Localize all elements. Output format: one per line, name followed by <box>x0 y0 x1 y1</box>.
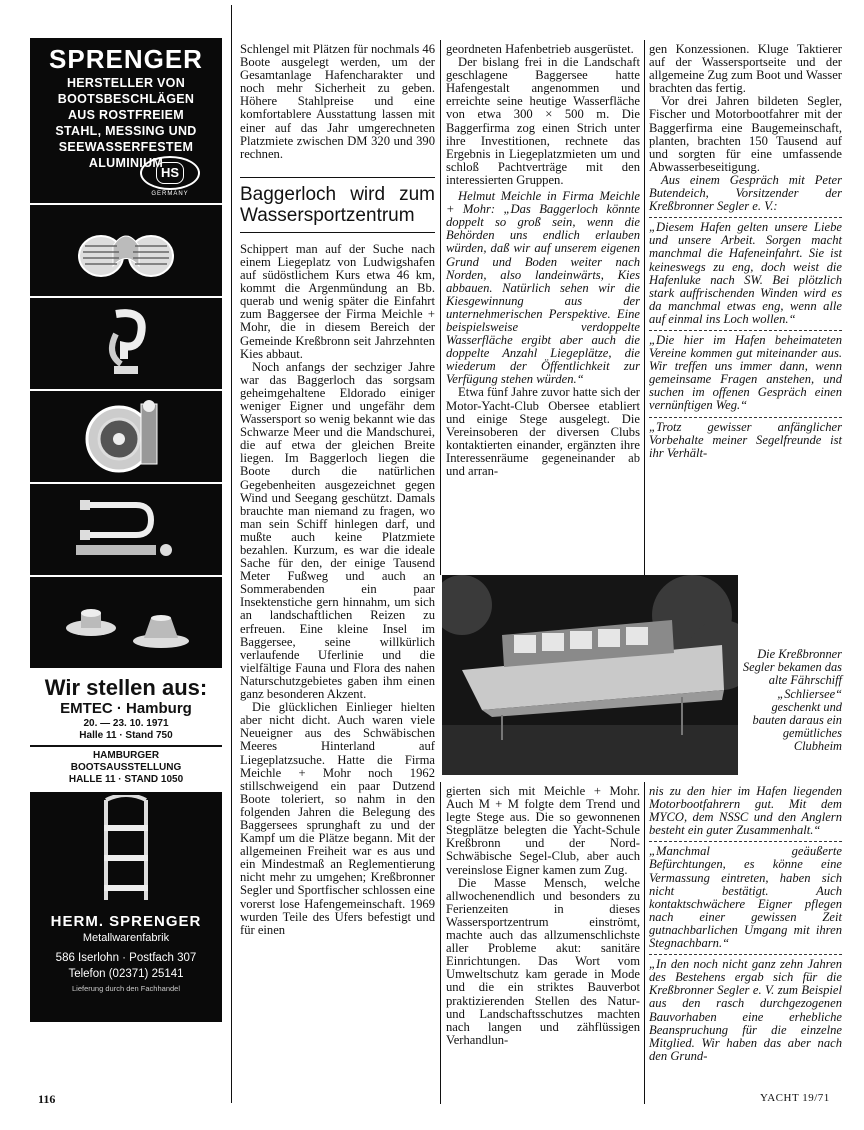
exhibition-heading: Wir stellen aus: <box>44 675 208 700</box>
sprenger-advertisement <box>30 38 222 1108</box>
product-panels <box>30 205 222 670</box>
hs-logo-sub: GERMANY <box>151 191 189 197</box>
cleat-product-image <box>30 205 222 298</box>
ad-footer-block <box>30 792 222 1022</box>
winch-icon <box>71 394 181 479</box>
boat-show-line: HAMBURGER <box>92 750 160 761</box>
ad-tagline-line: SEEWASSERFESTEM <box>58 140 194 154</box>
column-rule <box>644 782 645 1104</box>
boat-show-line: HALLE 11 · STAND 1050 <box>68 774 184 785</box>
article-headline: Baggerloch wird zum Wassersportzentrum <box>240 177 435 233</box>
exhibition-hall: Halle 11 · Stand 750 <box>79 730 173 741</box>
ad-tagline-line: ALUMINIUM <box>88 156 164 170</box>
exhibition-dates: 20. — 23. 10. 1971 <box>83 718 169 729</box>
paragraph: Schippert man auf der Suche nach einem Liegeplatz von Ludwigshafen auf südöstlichem Kurs etwa 46 km, kommt die Argenmündung an Bb. querab und wenig später die Einfahrt zum Baggersee der Firma Meichle + Mohr, die in diesem Bereich der Gemeinde Kreßbronn seit Jahrzehnten Kies abbaut. <box>240 241 435 361</box>
paragraph: Vor drei Jahren bildeten Segler, Fischer und Motorbootfahrer mit der Baggerfirma eine Baugemeinschaft, planten, brachten 150 Tausend auf und sorgten für eine umfassende Abwasserbeseitigung. <box>649 94 842 174</box>
winch-product-image <box>30 391 222 484</box>
ad-header <box>30 38 222 203</box>
ad-brand: SPRENGER <box>49 44 203 74</box>
interview-quote: „Die hier im Hafen beheimateten Vereine kommen gut miteinander aus. Wir treffen uns immer dann, wenn gemeinsame Fragen anstehen, und suchen im offenen Gespräch einen vernünftigen Weg.“ <box>649 330 842 413</box>
column-rule <box>231 5 232 1103</box>
paragraph: Schlengel mit Plätzen für nochmals 46 Boote ausgelegt werden, um der Gesamtanlage Hafencharakter und noch mehr Sicherheit zu geben. Höhere Stahlpreise und eine komfortablere Ausstattung lassen mit einer auf das Jahr umgerechneten Platzmiete zwischen DM 320 und 390 rechnen. <box>240 42 435 161</box>
article-column-1 <box>240 43 435 937</box>
ad-tagline <box>36 75 216 171</box>
interview-intro: Aus einem Gespräch mit Peter Butendeich, Vorsitzender der Kreßbronner Segler e. V.: <box>649 172 842 214</box>
page-number: 116 <box>38 1092 56 1106</box>
interview-quote: „In den noch nicht ganz zehn Jahren des Bestehens ergab sich für die Kreßbronner Segler e. V. zum Beispiel aus den rasch durchgezogenen Bauvorhaben eine erhebliche Beanspruchung für die einzelne Mitglied. Wir haben das aber nach den Grund- <box>649 954 842 1063</box>
paragraph: Noch anfangs der sechziger Jahre war das Baggerloch das sorgsam geheimgehaltene Eldorado einiger weniger Eigner und ungefähr dem Wassersport so wenig bekannt wie das Schwarze Meer und die Mandschurei, die auf etwa der gleichen Breite liegen. Im Baggerloch liegen die Boote durch die natürlichen Gegebenheiten ausgezeichnet gegen Wind und Seegang geschützt. Damals brauchte man niemand zu fragen, wo man sein Schiff hinlegen darf, und mußte auch keine Platzmiete bezahlen. Kurzum, es war die ideale Sache für den, der einige Tausend Meter Fußweg und auch an Sommerabenden ein paar Insektenstiche gern hinnahm, um sich an landschaftlichen Reizen zu erfreuen. Eine kleine Insel im Baggersee, seine willkürlich verlaufende Uferlinie und die vielfältige Fauna und Flora des nahen Naturschutzgebietes gaben ihm einen ganz besonderen Akzent. <box>240 359 435 702</box>
interview-quote: nis zu den hier im Hafen liegenden Motorbootfahrern gut. Mit dem MYCO, dem NSSC und den Anglern besteht ein guter Zusammenhalt.“ <box>649 784 842 838</box>
interview-quote: Helmut Meichle in Firma Meichle + Mohr: „Das Baggerloch könnte doppelt so groß sein, wenn die Behörden uns endlich erlauben würden, daß wir auf unserem eigenen Grund und Boden weiter nach Norden, also landeinwärts, Kies abbauen. Natürlich sehen wir die Kiesgewinnung aus der unternehmerischen Perspektive. Eine beispielsweise verdoppelte Wasserfläche ergibt aber auch die doppelte Anzahl Liegeplätze, die wiederum der Öffentlichkeit zur Verfügung stehen würden.“ <box>446 189 640 387</box>
paragraph: gen Konzessionen. Kluge Taktierer auf der Wassersportseite und der allgemeine Zug zum Boot und Wasser brachten das fertig. <box>649 42 842 96</box>
ad-tagline-line: BOOTSBESCHLÄGEN <box>57 92 195 106</box>
interview-quote: „Trotz gewisser anfänglicher Vorbehalte meiner Segelfreunde ist ihr Verhält- <box>649 417 842 460</box>
u-bolt-product-image <box>30 484 222 577</box>
boat-show-line: BOOTSAUSSTELLUNG <box>70 762 182 773</box>
column-rule <box>440 782 441 1104</box>
ladder-product-image <box>30 792 222 907</box>
fittings-product-image <box>30 577 222 670</box>
hs-logo <box>140 156 200 197</box>
company-info <box>30 907 222 995</box>
paragraph: Etwa fünf Jahre zuvor hatte sich der Motor-Yacht-Club Obersee etabliert und einige Stege ausgelegt. Die Vereinsoberen der diversen Clubs kontaktierten einander, ergänzten ihre Interessenräume gegeneinander ab und arran- <box>446 385 640 478</box>
clubhouse-photo <box>442 575 738 775</box>
ad-tagline-line: HERSTELLER VON <box>66 76 186 90</box>
article-column-3-continued <box>649 785 842 1063</box>
ad-tagline-line: AUS ROSTFREIEM <box>67 108 184 122</box>
exhibition-name: EMTEC · Hamburg <box>60 700 192 717</box>
fine-print: Lieferung durch den Fachhandel <box>72 984 180 993</box>
company-name: HERM. SPRENGER <box>50 913 202 930</box>
hs-logo-text: HS <box>156 162 184 184</box>
column-rule <box>644 40 645 575</box>
interview-quote: „Diesem Hafen gelten unsere Liebe und unsere Arbeit. Sorgen macht manchmal die Hafeneinfahrt. Sie ist keineswegs zu eng, doch weist die Hafenluke nach SW. Bei plötzlich stark auffrischenden Winden wird es da manchmal etwas eng, wenn alle auf einmal ins Loch wollen.“ <box>649 217 842 326</box>
company-type: Metallwarenfabrik <box>82 932 170 944</box>
ladder-icon <box>91 795 161 905</box>
hook-product-image <box>30 298 222 391</box>
paragraph: Die glücklichen Einlieger hielten aber nicht dicht. Auch waren viele Neueigner aus des Schwäbischen Meeres Hinterland auf Liegeplatzsuche. Hatte die Firma Meichle + Mohr noch 1962 stillschweigend ein paar Dutzend Boote toleriert, so nahm in den folgenden Jahren die Belegung des Baggersees sprunghaft zu und der Kampf um die Plätze begann. Mit der allgemeinen Freiheit war es aus und ein Mindestmaß an Reglementierung nicht mehr zu umgehen; Kreßbronner Segler und Sportfischer schlossen eine vorerst lose Hafengemeinschaft. 1969 wurden Teile des Ufers befestigt und für einen <box>240 700 435 937</box>
cleat-icon <box>71 216 181 286</box>
divider <box>30 745 222 747</box>
paragraph: gierten sich mit Meichle + Mohr. Auch M + M folgte dem Trend und legte Stege aus. Die so gewonnenen Stegplätze belegten die Yacht-Schule Kreßbronn und der Nord-Schwäbische Segel-Club, aber auch vereinslose Eigner kamen zum Zug. <box>446 784 640 877</box>
fittings-icon <box>56 593 196 653</box>
paragraph: Die Masse Mensch, welche allwochenendlich und besonders zu Ferienzeiten in dieses Wassersportzentrum einströmt, machte auch das allzumenschlichste aller Probleme akut: sanitäre Einrichtungen. Das Wort vom Umweltschutz kam gerade in Mode und die ein striktes Bauverbot praktizierenden Stellen des Natur- und Landschaftsschutzes machten nach langen und zähflüssigen Verhandlun- <box>446 875 640 1047</box>
article-column-2 <box>446 43 640 478</box>
photo-caption: Die Kreßbronner Segler bekamen das alte Fährschiff „Schliersee“ geschenkt und bauten daraus ein gemütliches Clubheim <box>742 647 842 754</box>
ad-tagline-line: STAHL, MESSING UND <box>55 124 197 138</box>
hook-icon <box>86 304 166 384</box>
interview-quote: „Manchmal geäußerte Befürchtungen, es könne eine Vermassung eintreten, haben sich nicht bestätigt. Auch kontaktschwächere Eigner pflegen nach einer gewissen Zeit gutnachbarlichen Umgang mit ihren Stegnachbarn.“ <box>649 841 842 950</box>
ferry-boat-image <box>442 575 738 775</box>
article-column-3 <box>649 43 842 460</box>
article-column-2-continued <box>446 785 640 1047</box>
paragraph: Der bislang frei in die Landschaft geschlagene Baggersee hatte Hafengestalt angenommen und erreichte seine heutige Wasserfläche von etwa 300 × 500 m. Die Baggerfirma zog einen Strich unter ihre Investitionen, rechnete das Ergebnis in Liegeplatzmieten um und schloß Pachtverträge mit den interessierten Gruppen. <box>446 55 640 187</box>
exhibition-notice <box>30 676 222 786</box>
u-bolt-icon <box>66 495 186 565</box>
paragraph: geordneten Hafenbetrieb ausgerüstet. <box>446 42 634 56</box>
column-rule <box>440 40 441 575</box>
company-address: 586 Iserlohn · Postfach 307 <box>55 952 197 964</box>
company-phone: Telefon (02371) 25141 <box>68 968 184 980</box>
magazine-issue: YACHT 19/71 <box>760 1092 830 1104</box>
